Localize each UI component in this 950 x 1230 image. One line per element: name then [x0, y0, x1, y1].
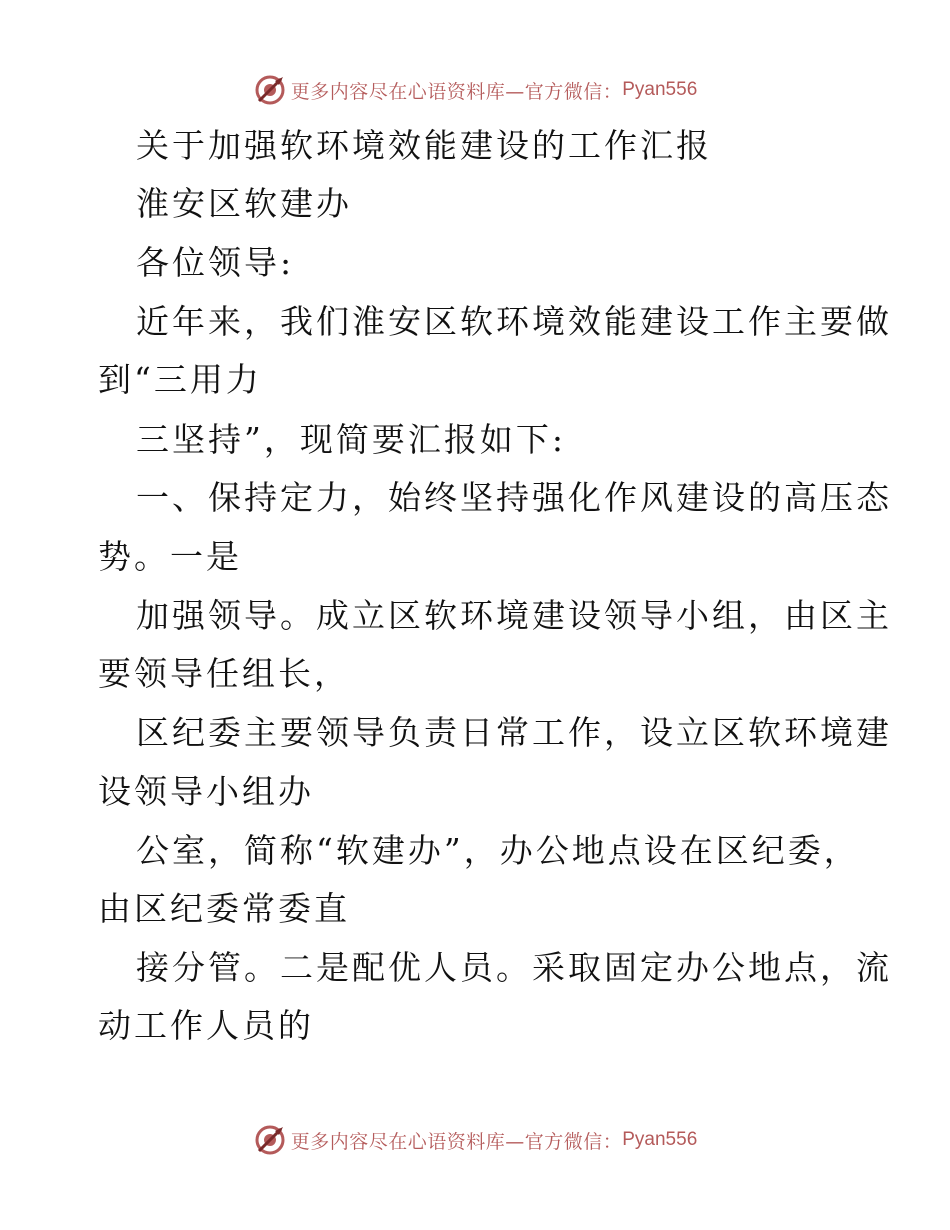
doc-salutation: 各位领导:: [136, 243, 295, 282]
doc-line: 接分管。二是配优人员。采取固定办公地点，流: [136, 948, 892, 987]
doc-line: 势。一是: [98, 537, 242, 576]
watermark-footer: [0, 1120, 950, 1160]
watermark-text: 更多内容尽在心语资料库—官方微信：: [290, 80, 623, 103]
watermark-account: Pyan556: [622, 1129, 698, 1150]
quill-logo-icon: [253, 73, 287, 107]
doc-line: 动工作人员的: [98, 1006, 314, 1045]
doc-line: 由区纪委常委直: [98, 889, 350, 928]
doc-line: 公室，简称“软建办”，办公地点设在区纪委，: [136, 831, 860, 870]
doc-org: 淮安区软建办: [136, 184, 352, 223]
watermark-account: Pyan556: [622, 79, 698, 100]
doc-title: 关于加强软环境效能建设的工作汇报: [136, 126, 712, 165]
watermark-header: [0, 70, 950, 110]
doc-line: 三坚持”，现简要汇报如下:: [136, 420, 566, 459]
doc-line: 近年来，我们淮安区软环境效能建设工作主要做: [136, 302, 892, 341]
doc-line: 区纪委主要领导负责日常工作，设立区软环境建: [136, 713, 892, 752]
doc-line: 加强领导。成立区软环境建设领导小组，由区主: [136, 596, 892, 635]
doc-line: 要领导任组长，: [98, 654, 350, 693]
watermark-text: 更多内容尽在心语资料库—官方微信：: [290, 1130, 623, 1153]
doc-line: 到“三用力: [98, 360, 262, 399]
doc-line: 设领导小组办: [98, 772, 314, 811]
doc-line: 一、保持定力，始终坚持强化作风建设的高压态: [136, 478, 892, 517]
quill-logo-icon: [253, 1123, 287, 1157]
